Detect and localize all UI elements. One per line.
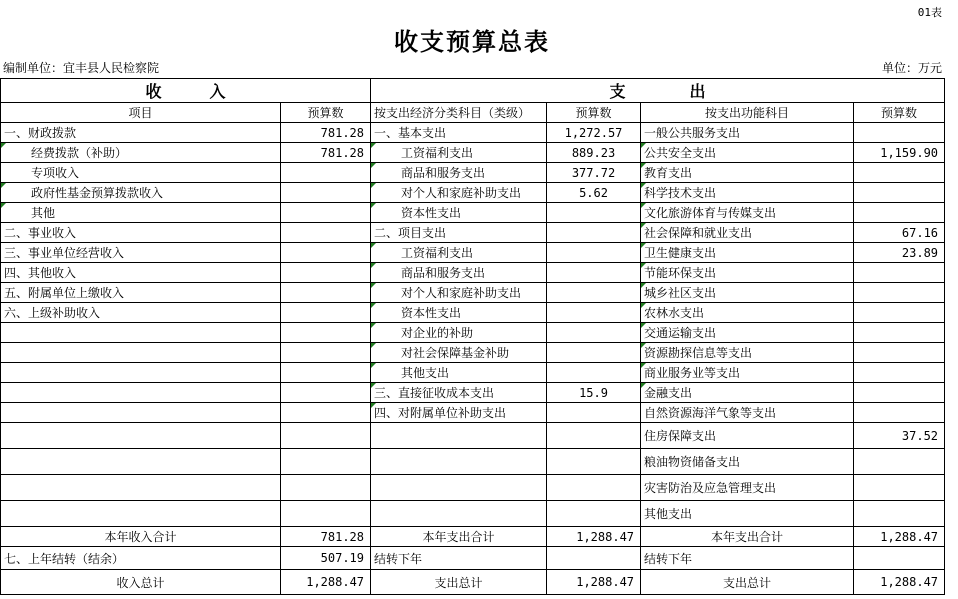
year-expense-label-func: 本年支出合计	[641, 527, 854, 547]
econ-amount-cell	[547, 343, 641, 363]
income-total-label: 收入总计	[1, 570, 281, 595]
econ-amount-cell	[547, 449, 641, 475]
econ-amount-cell: 889.23	[547, 143, 641, 163]
col-header-econ-category: 按支出经济分类科目（类级）	[371, 103, 547, 123]
econ-category-cell	[371, 501, 547, 527]
income-amount-cell	[281, 383, 371, 403]
year-total-row	[1, 527, 945, 547]
income-amount-cell	[281, 263, 371, 283]
econ-category-cell: 资本性支出	[371, 203, 547, 223]
func-amount-cell: 1,159.90	[854, 143, 945, 163]
table-row	[1, 363, 945, 383]
expense-total-value: 1,288.47	[547, 570, 641, 595]
income-item-cell	[1, 383, 281, 403]
func-amount-cell	[854, 475, 945, 501]
func-amount-cell	[854, 323, 945, 343]
func-amount-cell: 67.16	[854, 223, 945, 243]
col-header-income-amount: 预算数	[281, 103, 371, 123]
income-item-cell	[1, 501, 281, 527]
table-row	[1, 423, 945, 449]
func-category-cell: 公共安全支出	[641, 143, 854, 163]
income-item-cell: 六、上级补助收入	[1, 303, 281, 323]
func-category-cell: 社会保障和就业支出	[641, 223, 854, 243]
func-amount-cell	[854, 283, 945, 303]
econ-amount-cell: 5.62	[547, 183, 641, 203]
func-category-cell: 其他支出	[641, 501, 854, 527]
carry-next-value	[547, 547, 641, 570]
income-amount-cell	[281, 203, 371, 223]
econ-category-cell: 一、基本支出	[371, 123, 547, 143]
sheet-code: 01表	[917, 6, 942, 19]
econ-amount-cell	[547, 283, 641, 303]
table-row	[1, 449, 945, 475]
econ-category-cell: 工资福利支出	[371, 243, 547, 263]
table-row	[1, 123, 945, 143]
year-income-value: 781.28	[281, 527, 371, 547]
econ-category-cell	[371, 423, 547, 449]
econ-category-cell: 工资福利支出	[371, 143, 547, 163]
income-item-cell	[1, 363, 281, 383]
table-row	[1, 223, 945, 243]
carry-over-label: 七、上年结转（结余）	[1, 547, 281, 570]
income-amount-cell	[281, 403, 371, 423]
econ-amount-cell	[547, 303, 641, 323]
income-item-cell	[1, 323, 281, 343]
income-amount-cell	[281, 423, 371, 449]
econ-category-cell: 对社会保障基金补助	[371, 343, 547, 363]
col-header-item: 项目	[1, 103, 281, 123]
income-amount-cell	[281, 283, 371, 303]
func-category-cell: 农林水支出	[641, 303, 854, 323]
func-category-cell: 住房保障支出	[641, 423, 854, 449]
expense-total-label-func: 支出总计	[641, 570, 854, 595]
table-row	[1, 183, 945, 203]
func-category-cell: 金融支出	[641, 383, 854, 403]
income-item-cell: 三、事业单位经营收入	[1, 243, 281, 263]
econ-amount-cell	[547, 203, 641, 223]
income-item-cell	[1, 403, 281, 423]
income-amount-cell: 781.28	[281, 123, 371, 143]
func-category-cell: 节能环保支出	[641, 263, 854, 283]
income-item-cell: 其他	[1, 203, 281, 223]
econ-amount-cell: 377.72	[547, 163, 641, 183]
col-header-func-category: 按支出功能科目	[641, 103, 854, 123]
income-item-cell: 经费拨款（补助）	[1, 143, 281, 163]
econ-category-cell: 对个人和家庭补助支出	[371, 283, 547, 303]
func-category-cell: 交通运输支出	[641, 323, 854, 343]
func-category-cell: 科学技术支出	[641, 183, 854, 203]
income-item-cell: 专项收入	[1, 163, 281, 183]
func-category-cell: 灾害防治及应急管理支出	[641, 475, 854, 501]
carry-next-label: 结转下年	[371, 547, 547, 570]
income-item-cell	[1, 475, 281, 501]
income-amount-cell: 781.28	[281, 143, 371, 163]
econ-amount-cell: 15.9	[547, 383, 641, 403]
econ-amount-cell	[547, 243, 641, 263]
func-category-cell: 城乡社区支出	[641, 283, 854, 303]
col-header-econ-amount: 预算数	[547, 103, 641, 123]
income-amount-cell	[281, 363, 371, 383]
econ-category-cell: 商品和服务支出	[371, 163, 547, 183]
income-item-cell: 五、附属单位上缴收入	[1, 283, 281, 303]
income-item-cell: 政府性基金预算拨款收入	[1, 183, 281, 203]
income-amount-cell	[281, 475, 371, 501]
econ-category-cell	[371, 449, 547, 475]
econ-amount-cell	[547, 223, 641, 243]
col-header-func-amount: 预算数	[854, 103, 945, 123]
func-amount-cell	[854, 303, 945, 323]
func-amount-cell	[854, 263, 945, 283]
table-row	[1, 283, 945, 303]
econ-amount-cell	[547, 363, 641, 383]
income-amount-cell	[281, 343, 371, 363]
econ-category-cell: 对个人和家庭补助支出	[371, 183, 547, 203]
econ-category-cell: 其他支出	[371, 363, 547, 383]
econ-amount-cell	[547, 263, 641, 283]
econ-category-cell: 二、项目支出	[371, 223, 547, 243]
budget-table	[0, 78, 945, 595]
table-row	[1, 475, 945, 501]
expense-section-header: 支 出	[371, 79, 945, 103]
func-category-cell: 资源勘探信息等支出	[641, 343, 854, 363]
econ-amount-cell: 1,272.57	[547, 123, 641, 143]
table-row	[1, 403, 945, 423]
func-category-cell: 商业服务业等支出	[641, 363, 854, 383]
carry-next-label-func: 结转下年	[641, 547, 854, 570]
econ-category-cell: 对企业的补助	[371, 323, 547, 343]
func-category-cell: 一般公共服务支出	[641, 123, 854, 143]
func-amount-cell: 23.89	[854, 243, 945, 263]
table-row	[1, 163, 945, 183]
econ-category-cell: 资本性支出	[371, 303, 547, 323]
econ-category-cell: 四、对附属单位补助支出	[371, 403, 547, 423]
income-total-value: 1,288.47	[281, 570, 371, 595]
income-item-cell	[1, 343, 281, 363]
year-expense-value: 1,288.47	[547, 527, 641, 547]
table-row	[1, 143, 945, 163]
table-row	[1, 243, 945, 263]
func-category-cell: 教育支出	[641, 163, 854, 183]
income-amount-cell	[281, 449, 371, 475]
currency-unit: 单位：万元	[881, 61, 942, 75]
func-amount-cell	[854, 383, 945, 403]
expense-total-label: 支出总计	[371, 570, 547, 595]
carry-next-value-func	[854, 547, 945, 570]
income-amount-cell	[281, 243, 371, 263]
income-item-cell: 四、其他收入	[1, 263, 281, 283]
econ-category-cell: 三、直接征收成本支出	[371, 383, 547, 403]
econ-amount-cell	[547, 323, 641, 343]
func-category-cell: 卫生健康支出	[641, 243, 854, 263]
func-amount-cell	[854, 163, 945, 183]
table-row	[1, 501, 945, 527]
func-amount-cell	[854, 449, 945, 475]
year-income-label: 本年收入合计	[1, 527, 281, 547]
func-amount-cell	[854, 183, 945, 203]
econ-amount-cell	[547, 501, 641, 527]
income-amount-cell	[281, 223, 371, 243]
compiling-unit: 编制单位：宜丰县人民检察院	[3, 61, 160, 75]
income-item-cell: 二、事业收入	[1, 223, 281, 243]
econ-amount-cell	[547, 423, 641, 449]
func-amount-cell	[854, 123, 945, 143]
expense-total-value-func: 1,288.47	[854, 570, 945, 595]
econ-amount-cell	[547, 475, 641, 501]
income-amount-cell	[281, 183, 371, 203]
econ-category-cell: 商品和服务支出	[371, 263, 547, 283]
func-amount-cell	[854, 501, 945, 527]
table-row	[1, 343, 945, 363]
func-category-cell: 粮油物资储备支出	[641, 449, 854, 475]
column-header-row	[1, 103, 945, 123]
table-row	[1, 323, 945, 343]
grand-total-row	[1, 570, 945, 595]
income-amount-cell	[281, 163, 371, 183]
page-title: 收支预算总表	[394, 28, 550, 56]
table-row	[1, 203, 945, 223]
table-row	[1, 303, 945, 323]
year-expense-label: 本年支出合计	[371, 527, 547, 547]
table-row	[1, 263, 945, 283]
section-header-row	[1, 79, 945, 103]
func-amount-cell	[854, 403, 945, 423]
func-amount-cell	[854, 363, 945, 383]
func-category-cell: 自然资源海洋气象等支出	[641, 403, 854, 423]
func-amount-cell	[854, 343, 945, 363]
income-amount-cell	[281, 323, 371, 343]
carry-over-value: 507.19	[281, 547, 371, 570]
year-expense-value-func: 1,288.47	[854, 527, 945, 547]
econ-category-cell	[371, 475, 547, 501]
income-item-cell	[1, 423, 281, 449]
func-amount-cell: 37.52	[854, 423, 945, 449]
func-amount-cell	[854, 203, 945, 223]
func-category-cell: 文化旅游体育与传媒支出	[641, 203, 854, 223]
carry-over-row	[1, 547, 945, 570]
income-amount-cell	[281, 303, 371, 323]
income-amount-cell	[281, 501, 371, 527]
income-item-cell	[1, 449, 281, 475]
income-item-cell: 一、财政拨款	[1, 123, 281, 143]
econ-amount-cell	[547, 403, 641, 423]
table-row	[1, 383, 945, 403]
income-section-header: 收 入	[1, 79, 371, 103]
